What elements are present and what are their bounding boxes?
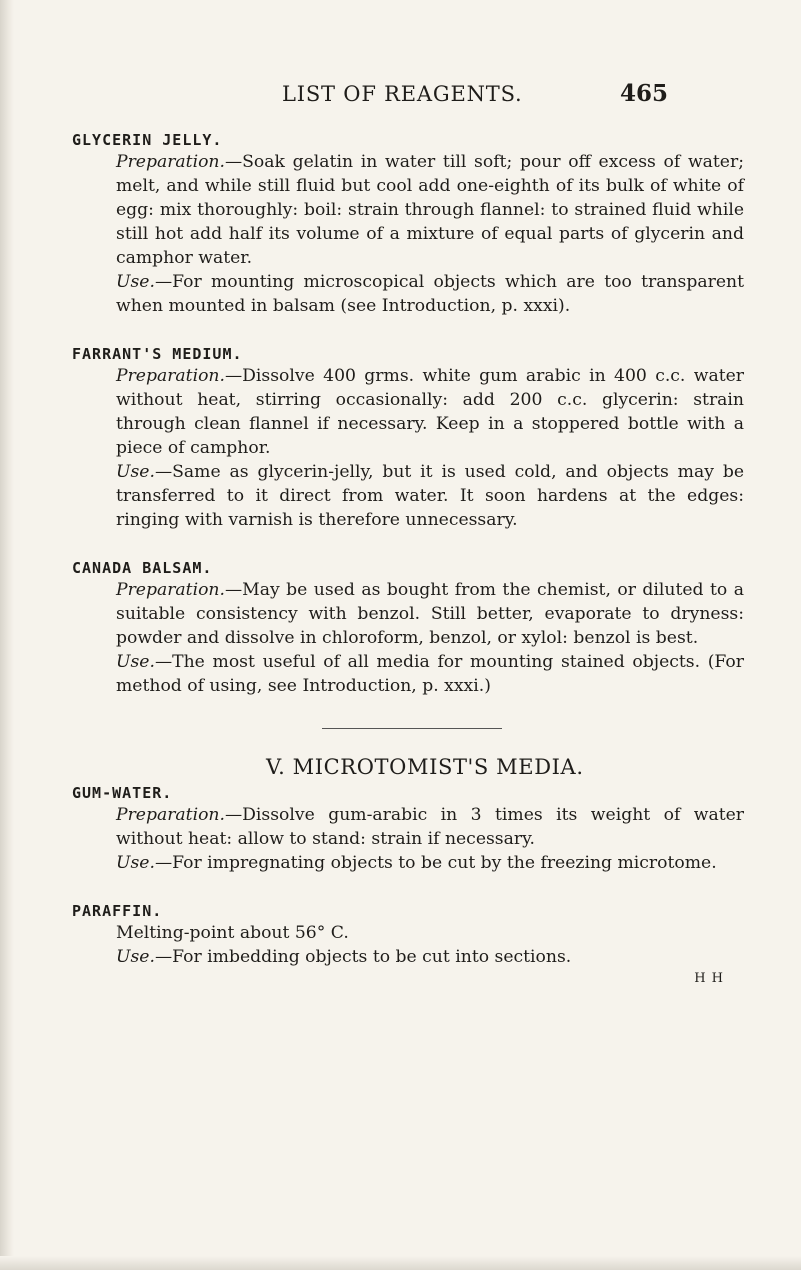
melting-point-paragraph: Melting-point about 56° C.	[116, 923, 349, 943]
use-label: Use.	[116, 272, 155, 292]
preparation-paragraph	[116, 150, 744, 270]
spacer	[72, 875, 744, 901]
use-paragraph	[116, 460, 744, 532]
use-text: —Same as glycerin-jelly, but it is used cold, and objects may be transferred to it direct from water. It soon hardens at the edges: ringing with varnish is therefore unnecessary.	[116, 462, 744, 530]
use-label: Use.	[116, 652, 155, 672]
use-label: Use.	[116, 947, 155, 967]
use-text: —For imbedding objects to be cut into sections.	[154, 947, 572, 967]
use-paragraph	[116, 650, 744, 698]
use-label: Use.	[116, 462, 155, 482]
entry-heading: PARAFFIN.	[72, 902, 163, 920]
use-text: —For impregnating objects to be cut by the freezing microtome.	[154, 853, 717, 873]
signature-mark: H H	[694, 971, 724, 986]
page-body	[72, 130, 744, 999]
entry-heading: CANADA BALSAM.	[72, 559, 213, 577]
preparation-paragraph	[116, 364, 744, 460]
preparation-paragraph	[116, 578, 744, 650]
preparation-text: —Dissolve 400 grms. white gum arabic in 400 c.c. water without heat, stirring occasionally: add 200 c.c. glycerin: strain through clean flannel if necessary. Keep in a stoppered bottle with a piece of camphor.	[116, 366, 744, 458]
use-paragraph	[116, 851, 744, 875]
running-head	[0, 82, 801, 112]
section-divider-rule	[322, 728, 502, 729]
preparation-text: —May be used as bought from the chemist, or diluted to a suitable consistency with benzol. Still better, evaporate to dryness: powder and dissolve in chloroform, benzol, or xylol: benzol is best.	[116, 580, 744, 648]
entry-paraffin	[72, 901, 744, 969]
entry-heading: GLYCERIN JELLY.	[72, 131, 223, 149]
use-text: —The most useful of all media for mounting stained objects. (For method of using, see Introduction, p. xxxi.)	[116, 652, 744, 696]
entry-glycerin-jelly	[72, 130, 744, 318]
preparation-label: Preparation.	[116, 580, 225, 600]
entry-heading: FARRANT'S MEDIUM.	[72, 345, 243, 363]
preparation-label: Preparation.	[116, 366, 225, 386]
section-title: V. MICROTOMIST'S MEDIA.	[266, 755, 584, 779]
entry-heading: GUM-WATER.	[72, 784, 173, 802]
preparation-paragraph	[116, 803, 744, 851]
entry-canada-balsam	[72, 558, 744, 698]
preparation-label: Preparation.	[116, 805, 225, 825]
running-head-title: LIST OF REAGENTS.	[282, 82, 523, 106]
preparation-text: —Soak gelatin in water till soft; pour off excess of water; melt, and while still fluid but cool add one-eighth of its bulk of white of egg: mix thoroughly: boil: strain through flannel: to strained fluid while still hot add half its volume of a mixture of equal parts of glycerin and camphor water.	[116, 152, 744, 268]
spacer	[72, 318, 744, 344]
spacer	[72, 532, 744, 558]
entry-farrants-medium	[72, 344, 744, 532]
preparation-text: —Dissolve gum-arabic in 3 times its weight of water without heat: allow to stand: strain if necessary.	[116, 805, 744, 849]
use-paragraph	[116, 270, 744, 318]
use-label: Use.	[116, 853, 155, 873]
entry-gum-water	[72, 783, 744, 875]
preparation-label: Preparation.	[116, 152, 225, 172]
use-paragraph	[116, 945, 744, 969]
use-text: —For mounting microscopical objects which are too transparent when mounted in balsam (see Introduction, p. xxxi).	[116, 272, 744, 316]
page-spine-shadow	[0, 0, 14, 1270]
page-number: 465	[620, 80, 669, 107]
page-bottom-edge	[0, 1256, 801, 1270]
